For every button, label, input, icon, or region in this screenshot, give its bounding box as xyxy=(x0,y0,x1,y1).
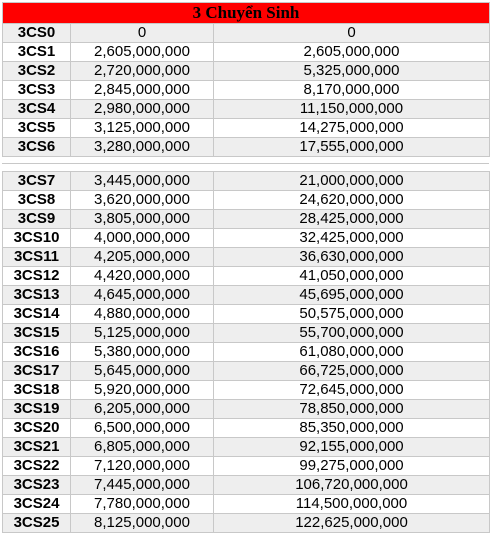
level-code-cell[interactable]: 3CS12 xyxy=(3,267,71,286)
level-code-cell[interactable]: 3CS19 xyxy=(3,400,71,419)
cost-cell[interactable]: 3,620,000,000 xyxy=(71,191,214,210)
level-code-cell[interactable]: 3CS14 xyxy=(3,305,71,324)
level-code-cell[interactable]: 3CS23 xyxy=(3,476,71,495)
cost-cell[interactable]: 7,445,000,000 xyxy=(71,476,214,495)
cost-cell[interactable]: 5,380,000,000 xyxy=(71,343,214,362)
cost-cell[interactable]: 4,420,000,000 xyxy=(71,267,214,286)
table-row xyxy=(3,514,490,533)
total-cell[interactable]: 61,080,000,000 xyxy=(214,343,490,362)
total-cell[interactable]: 14,275,000,000 xyxy=(214,119,490,138)
cost-cell[interactable]: 2,720,000,000 xyxy=(71,62,214,81)
level-code-cell[interactable]: 3CS5 xyxy=(3,119,71,138)
total-cell[interactable]: 122,625,000,000 xyxy=(214,514,490,533)
table-row xyxy=(3,476,490,495)
table-row xyxy=(3,229,490,248)
level-code-cell[interactable]: 3CS13 xyxy=(3,286,71,305)
total-cell[interactable]: 106,720,000,000 xyxy=(214,476,490,495)
cost-cell[interactable]: 5,920,000,000 xyxy=(71,381,214,400)
table-row xyxy=(3,324,490,343)
total-cell[interactable]: 72,645,000,000 xyxy=(214,381,490,400)
level-code-cell[interactable]: 3CS10 xyxy=(3,229,71,248)
total-cell[interactable]: 55,700,000,000 xyxy=(214,324,490,343)
cost-cell[interactable]: 3,280,000,000 xyxy=(71,138,214,157)
cost-cell[interactable]: 7,780,000,000 xyxy=(71,495,214,514)
total-cell[interactable]: 45,695,000,000 xyxy=(214,286,490,305)
cost-cell[interactable]: 3,125,000,000 xyxy=(71,119,214,138)
total-cell[interactable]: 36,630,000,000 xyxy=(214,248,490,267)
total-cell[interactable]: 66,725,000,000 xyxy=(214,362,490,381)
total-cell[interactable]: 85,350,000,000 xyxy=(214,419,490,438)
cost-cell[interactable]: 4,205,000,000 xyxy=(71,248,214,267)
table-row xyxy=(3,43,490,62)
total-cell[interactable]: 41,050,000,000 xyxy=(214,267,490,286)
total-cell[interactable]: 50,575,000,000 xyxy=(214,305,490,324)
section-divider xyxy=(2,157,489,171)
level-code-cell[interactable]: 3CS11 xyxy=(3,248,71,267)
total-cell[interactable]: 8,170,000,000 xyxy=(214,81,490,100)
total-cell[interactable]: 99,275,000,000 xyxy=(214,457,490,476)
total-cell[interactable]: 0 xyxy=(214,24,490,43)
total-cell[interactable]: 32,425,000,000 xyxy=(214,229,490,248)
table-row xyxy=(3,381,490,400)
level-code-cell[interactable]: 3CS7 xyxy=(3,172,71,191)
cost-cell[interactable]: 2,980,000,000 xyxy=(71,100,214,119)
total-cell[interactable]: 5,325,000,000 xyxy=(214,62,490,81)
total-cell[interactable]: 92,155,000,000 xyxy=(214,438,490,457)
level-code-cell[interactable]: 3CS24 xyxy=(3,495,71,514)
table-row xyxy=(3,286,490,305)
level-code-cell[interactable]: 3CS0 xyxy=(3,24,71,43)
level-code-cell[interactable]: 3CS17 xyxy=(3,362,71,381)
level-code-cell[interactable]: 3CS9 xyxy=(3,210,71,229)
level-code-cell[interactable]: 3CS22 xyxy=(3,457,71,476)
total-cell[interactable]: 114,500,000,000 xyxy=(214,495,490,514)
level-code-cell[interactable]: 3CS21 xyxy=(3,438,71,457)
level-code-cell[interactable]: 3CS18 xyxy=(3,381,71,400)
level-table-bottom xyxy=(2,171,490,533)
table-row xyxy=(3,100,490,119)
table-title[interactable]: 3 Chuyển Sinh xyxy=(3,3,490,24)
cost-cell[interactable]: 2,845,000,000 xyxy=(71,81,214,100)
total-cell[interactable]: 24,620,000,000 xyxy=(214,191,490,210)
table-row xyxy=(3,24,490,43)
table-row xyxy=(3,138,490,157)
cost-cell[interactable]: 7,120,000,000 xyxy=(71,457,214,476)
cost-cell[interactable]: 4,000,000,000 xyxy=(71,229,214,248)
table-row xyxy=(3,81,490,100)
table-row xyxy=(3,191,490,210)
level-code-cell[interactable]: 3CS1 xyxy=(3,43,71,62)
cost-cell[interactable]: 3,445,000,000 xyxy=(71,172,214,191)
level-code-cell[interactable]: 3CS15 xyxy=(3,324,71,343)
table-row xyxy=(3,419,490,438)
table-row xyxy=(3,248,490,267)
cost-cell[interactable]: 3,805,000,000 xyxy=(71,210,214,229)
level-code-cell[interactable]: 3CS6 xyxy=(3,138,71,157)
cost-cell[interactable]: 0 xyxy=(71,24,214,43)
cost-cell[interactable]: 6,500,000,000 xyxy=(71,419,214,438)
level-code-cell[interactable]: 3CS4 xyxy=(3,100,71,119)
title-row xyxy=(3,3,490,24)
cost-cell[interactable]: 4,880,000,000 xyxy=(71,305,214,324)
level-code-cell[interactable]: 3CS2 xyxy=(3,62,71,81)
total-cell[interactable]: 21,000,000,000 xyxy=(214,172,490,191)
level-code-cell[interactable]: 3CS25 xyxy=(3,514,71,533)
total-cell[interactable]: 28,425,000,000 xyxy=(214,210,490,229)
table-row xyxy=(3,362,490,381)
table-row xyxy=(3,305,490,324)
cost-cell[interactable]: 6,205,000,000 xyxy=(71,400,214,419)
total-cell[interactable]: 11,150,000,000 xyxy=(214,100,490,119)
cost-cell[interactable]: 2,605,000,000 xyxy=(71,43,214,62)
total-cell[interactable]: 2,605,000,000 xyxy=(214,43,490,62)
table-row xyxy=(3,119,490,138)
cost-cell[interactable]: 8,125,000,000 xyxy=(71,514,214,533)
table-row xyxy=(3,210,490,229)
level-code-cell[interactable]: 3CS20 xyxy=(3,419,71,438)
table-row xyxy=(3,343,490,362)
table-row xyxy=(3,172,490,191)
table-row xyxy=(3,400,490,419)
table-row xyxy=(3,457,490,476)
table-row xyxy=(3,62,490,81)
cost-cell[interactable]: 5,125,000,000 xyxy=(71,324,214,343)
level-code-cell[interactable]: 3CS8 xyxy=(3,191,71,210)
table-row xyxy=(3,267,490,286)
level-table-top xyxy=(2,2,490,157)
level-code-cell[interactable]: 3CS16 xyxy=(3,343,71,362)
table-row xyxy=(3,438,490,457)
cost-cell[interactable]: 5,645,000,000 xyxy=(71,362,214,381)
cost-cell[interactable]: 6,805,000,000 xyxy=(71,438,214,457)
spreadsheet xyxy=(2,2,489,533)
table-row xyxy=(3,495,490,514)
total-cell[interactable]: 78,850,000,000 xyxy=(214,400,490,419)
cost-cell[interactable]: 4,645,000,000 xyxy=(71,286,214,305)
total-cell[interactable]: 17,555,000,000 xyxy=(214,138,490,157)
level-code-cell[interactable]: 3CS3 xyxy=(3,81,71,100)
